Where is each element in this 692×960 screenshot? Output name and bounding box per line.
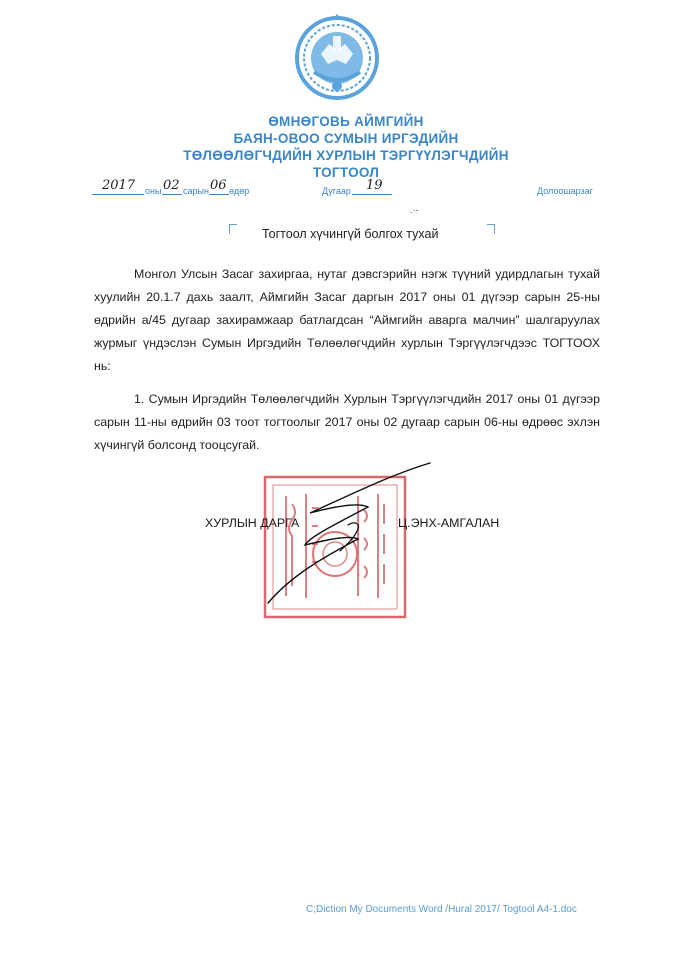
place-name: Долоошарзаг (537, 186, 593, 196)
body-paragraph-preamble: Монгол Улсын Засаг захиргаа, нутаг дэвсгэрийн нэгж түүний удирдлагын тухай хуулийн 20.1.7 дахь заалт, Аймгийн Засаг даргын 2017 оны 01 дүгээр сарын 25-ны өдрийн а/45 дугаар захирамжаар батлагдсан “Аймгийн аварга малчин” шалгаруулах журмыг үндэслэн Сумын Иргэдийн Төлөөлөгчдийн хурлын Тэргүүлэгчдээс ТОГТООХ нь: (94, 267, 600, 373)
body-paragraph-resolution-1: 1. Сумын Иргэдийн Төлөөлөгчдийн Хурлын Тэргүүлэгчдийн 2017 оны 01 дүгээр сарын 11-ны өдрийн 03 тоот тогтоолыг 2017 оны 02 дугаар сарын 06-ны өдрөөс эхлэн хүчингүй болсонд тооцсугай. (94, 392, 600, 452)
day-value: 06 (210, 178, 227, 193)
day-underline (209, 194, 229, 195)
number-value: 19 (366, 178, 383, 193)
number-label: Дугаар (322, 186, 351, 196)
day-suffix: өдөр (229, 186, 250, 196)
handwritten-signature (250, 455, 450, 610)
year-suffix: оны (145, 186, 162, 196)
state-emblem-icon (294, 14, 380, 102)
header-council: ТӨЛӨӨЛӨГЧДИЙН ХУРЛЫН ТЭРГҮҮЛЭГЧДИЙН (183, 148, 509, 163)
year-underline (92, 194, 144, 195)
header-aimag: ӨМНӨГОВЬ АЙМГИЙН (268, 114, 424, 129)
scan-mark: .·- (410, 205, 419, 215)
number-underline (352, 194, 392, 195)
subject-bracket-left (229, 224, 237, 234)
month-value: 02 (163, 178, 180, 193)
year-value: 2017 (102, 178, 136, 193)
month-underline (162, 194, 182, 195)
month-suffix: сарын (183, 186, 209, 196)
file-path-footer: C;Diction My Documents Word /Hural 2017/ Togtool A4-1.doc (306, 904, 577, 915)
document-subject: Тогтоол хүчингүй болгох тухай (262, 227, 439, 241)
document-type: ТОГТООЛ (312, 165, 380, 180)
subject-bracket-right (487, 224, 495, 234)
signatory-title: ХУРЛЫН ДАРГА (205, 516, 300, 530)
header-sum: БАЯН-ОВОО СУМЫН ИРГЭДИЙН (233, 131, 459, 146)
signatory-name: Ц.ЭНХ-АМГАЛАН (398, 516, 500, 530)
